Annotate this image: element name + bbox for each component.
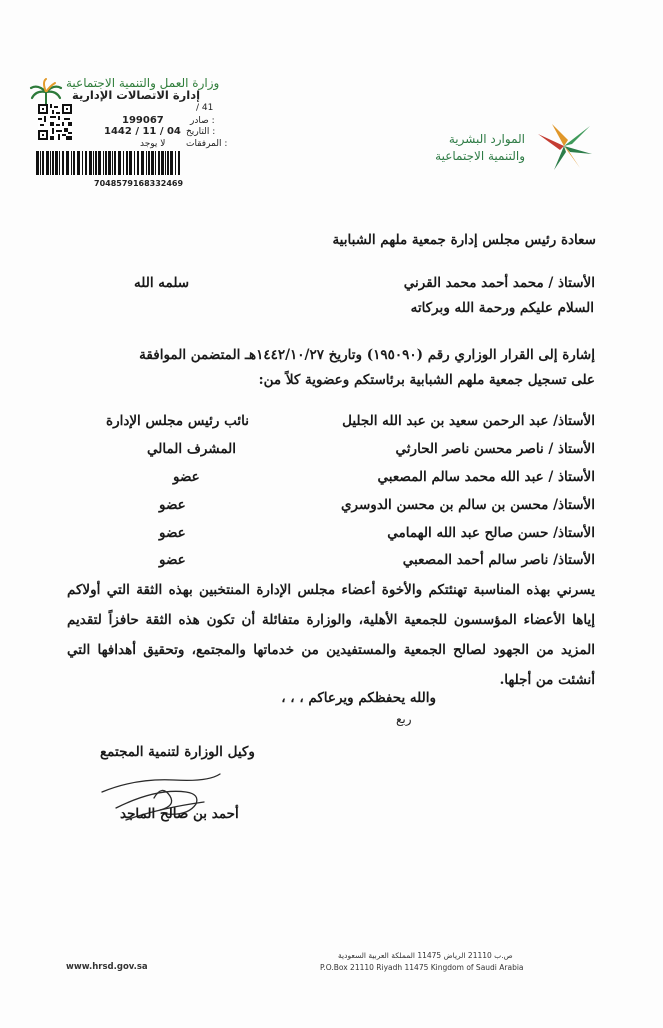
member-name: الأستاذ/ ناصر سالم أحمد المصعبي: [402, 552, 595, 568]
brand-name-line1: الموارد البشرية: [448, 132, 525, 146]
letter-reference-line-1: إشارة إلى القرار الوزاري رقم (١٩٥٠٩٠) وتاريخ ١٤٤٢/١٠/٢٧هـ المتضمن الموافقة: [139, 347, 595, 363]
footer-address-arabic: ص.ب 21110 الرياض 11475 المملكة العربية السعودية: [338, 951, 513, 960]
stamp-attachments: لا يوجد: [140, 139, 166, 149]
handwritten-initial: ربع: [396, 712, 412, 726]
stamp-ministry-name: وزارة العمل والتنمية الاجتماعية: [66, 76, 220, 90]
stamp-department: إدارة الاتصالات الإدارية: [72, 88, 201, 102]
letter-closing: والله يحفظكم ويرعاكم ، ، ،: [281, 690, 436, 706]
footer-address-english: P.O.Box 21110 Riyadh 11475 Kingdom of Saudi Arabia: [320, 963, 524, 972]
member-role: المشرف المالي: [147, 441, 237, 457]
signatory-name: أحمد بن صالح الماجد: [120, 806, 239, 822]
letter-recipient-name: الأستاذ / محمد أحمد محمد القرني: [403, 275, 595, 291]
letter-reference-line-2: على تسجيل جمعية ملهم الشبابية برئاستكم وعضوية كلاً من:: [258, 372, 595, 388]
letter-body-paragraph: يسرني بهذه المناسبة تهنئتكم والأخوة أعضاء مجلس الإدارة المنتخبين بهذه الثقة التي أولاكم إياها الأعضاء المؤسسون للجمعية الأهلية، والوزارة متفائلة أن تكون هذه الثقة حافزاً لتقديم المزيد من الجهود لصالح الجمعية والمستفيدين من خدماتها والمجتمع، وتحقيق أهدافها التي أنشئت من أجلها.: [67, 582, 595, 688]
member-role: عضو: [159, 497, 186, 513]
member-role: نائب رئيس مجلس الإدارة: [106, 413, 249, 429]
hrsd-logo-icon: [532, 120, 596, 172]
member-role: عضو: [173, 469, 200, 485]
member-name: الأستاذ/ محسن بن سالم بن محسن الدوسري: [340, 497, 595, 513]
letter-greeting-suffix: سلمه الله: [134, 275, 190, 291]
letter-addressee: سعادة رئيس مجلس إدارة جمعية ملهم الشبابية: [332, 232, 596, 248]
member-name: الأستاذ / عبد الله محمد سالم المصعبي: [377, 469, 595, 485]
member-name: الأستاذ / ناصر محسن ناصر الحارثي: [395, 441, 595, 457]
qr-code-icon: [38, 104, 72, 140]
stamp-date: 1442 / 11 / 04: [104, 126, 181, 137]
stamp-issued-label: صادر :: [190, 116, 215, 126]
member-role: عضو: [159, 552, 186, 568]
stamp-issued-number: 199067: [122, 115, 164, 126]
stamp-reference: / 41: [196, 103, 214, 113]
member-role: عضو: [159, 525, 186, 541]
brand-name-line2: والتنمية الاجتماعية: [435, 149, 525, 163]
letter-salutation: السلام عليكم ورحمة الله وبركاته: [410, 300, 594, 316]
signatory-title: وكيل الوزارة لتنمية المجتمع: [100, 744, 255, 760]
barcode-icon: [36, 151, 182, 175]
stamp-date-label: التاريخ :: [186, 127, 216, 137]
barcode-number: 7048579168332469: [94, 179, 184, 188]
stamp-attachments-label: المرفقات :: [186, 139, 228, 149]
member-name: الأستاذ/ حسن صالح عبد الله الهمامي: [387, 525, 595, 541]
footer-website-link[interactable]: www.hrsd.gov.sa: [66, 962, 148, 972]
member-name: الأستاذ/ عبد الرحمن سعيد بن عبد الله الجليل: [342, 413, 595, 429]
